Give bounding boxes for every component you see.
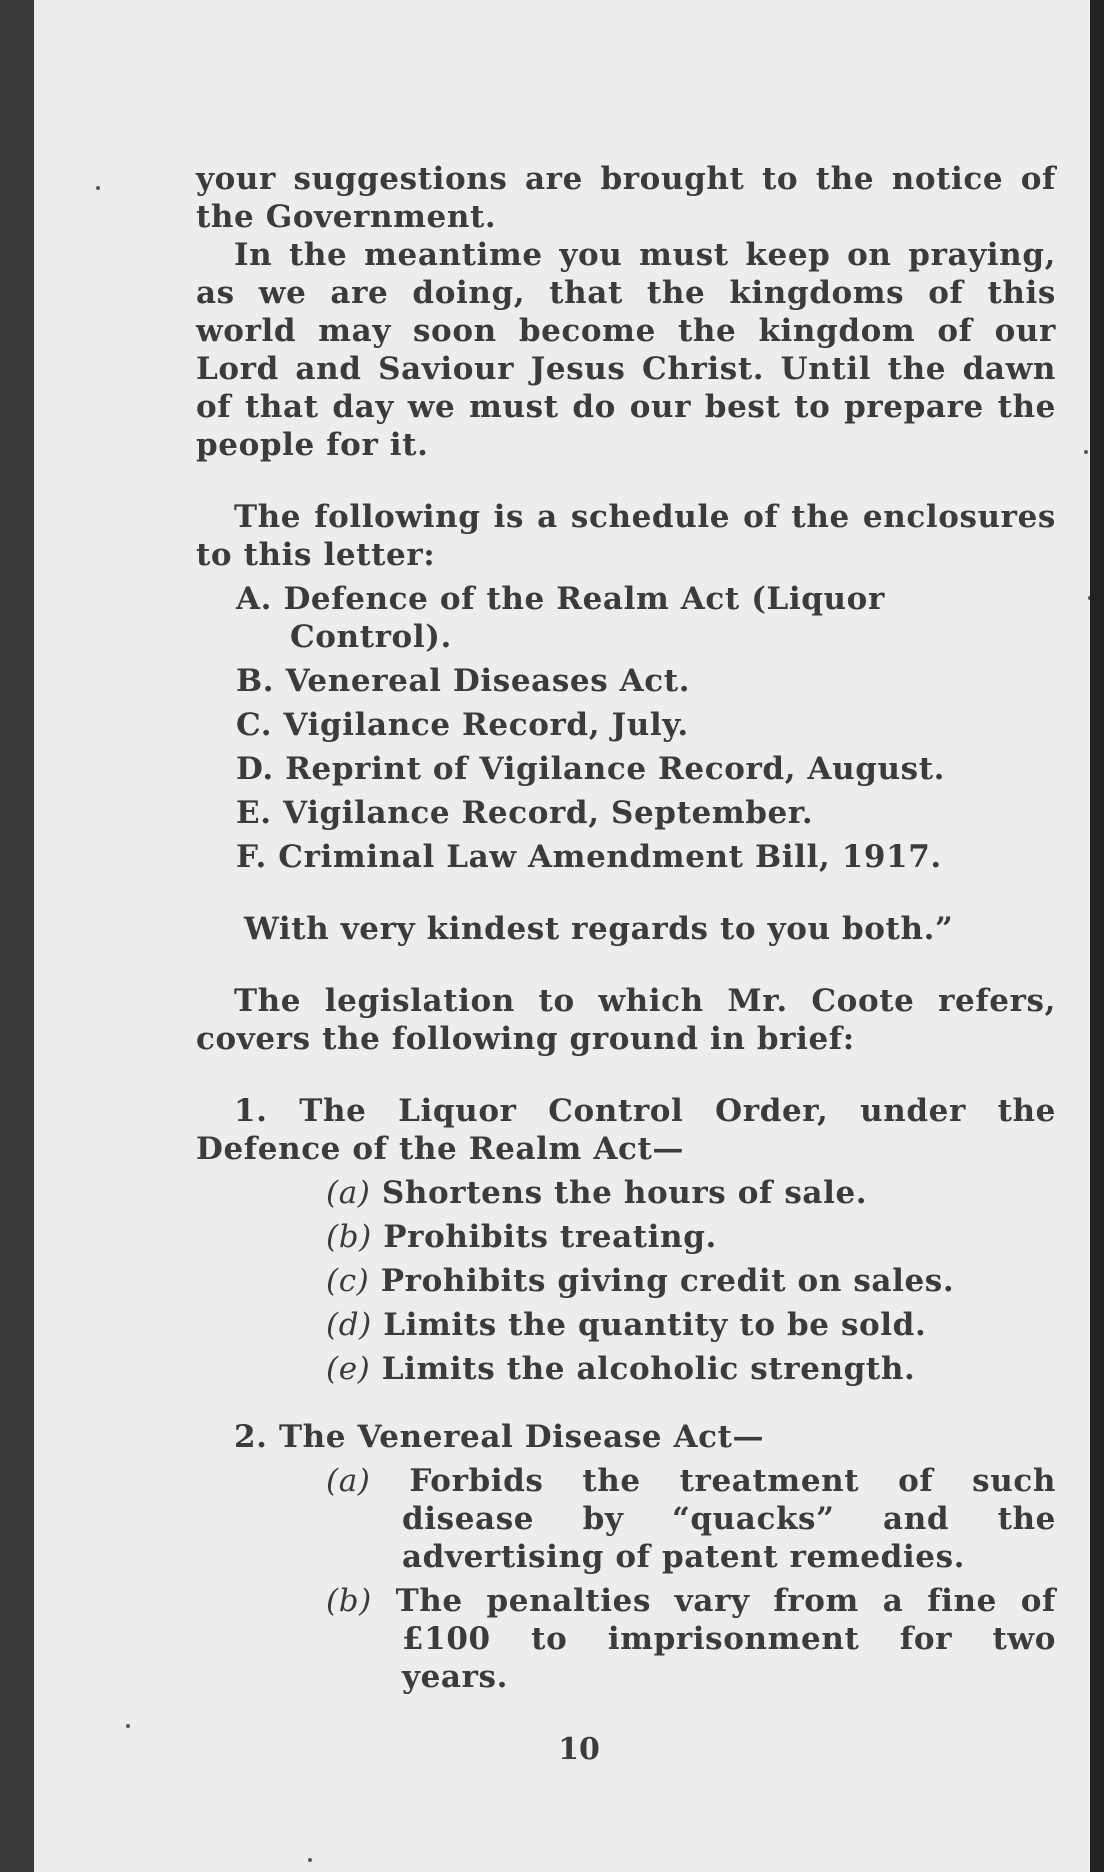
paragraph-schedule-intro: The following is a schedule of the enclosures to this letter: <box>196 499 1056 573</box>
schedule-item-text: Defence of the Realm Act (Liquor Control). <box>283 581 885 655</box>
point-label: (d) <box>326 1307 372 1343</box>
point-label: (a) <box>326 1175 371 1211</box>
schedule-item-text: Venereal Diseases Act. <box>285 663 691 699</box>
schedule-item-label: F. <box>236 839 267 875</box>
letter-closing: With very kindest regards to you both.” <box>244 911 954 947</box>
legislation-point <box>326 1582 1056 1696</box>
scan-speck <box>96 186 100 190</box>
point-text: Shortens the hours of sale. <box>381 1175 868 1211</box>
point-text: Forbids the treatment of such disease by “quacks” and the advertising of patent remedies. <box>402 1463 1056 1575</box>
page-body <box>196 160 1056 1696</box>
schedule-item-text: Reprint of Vigilance Record, August. <box>285 751 946 787</box>
schedule-item <box>236 794 1056 832</box>
schedule-item-text: Vigilance Record, July. <box>283 707 689 743</box>
point-text: Limits the quantity to be sold. <box>383 1307 927 1343</box>
page-edge-shadow <box>1090 0 1104 1872</box>
point-label: (a) <box>326 1463 371 1499</box>
paragraph-continuation: your suggestions are brought to the notice of the Government. <box>196 161 1056 235</box>
schedule-item-label: B. <box>236 663 275 699</box>
schedule-item-text: Vigilance Record, September. <box>283 795 814 831</box>
point-text: Prohibits treating. <box>383 1219 717 1255</box>
legislation-point <box>326 1262 1056 1300</box>
point-label: (e) <box>326 1351 371 1387</box>
legislation-point <box>326 1306 1056 1344</box>
legislation-points-list <box>326 1174 1056 1388</box>
legislation-point <box>326 1218 1056 1256</box>
scan-speck <box>1084 450 1088 454</box>
point-text: Prohibits giving credit on sales. <box>380 1263 955 1299</box>
point-label: (c) <box>326 1263 370 1299</box>
legislation-point <box>326 1350 1056 1388</box>
scan-speck <box>126 1724 130 1728</box>
point-label: (b) <box>326 1583 372 1619</box>
point-text: Limits the alcoholic strength. <box>381 1351 916 1387</box>
schedule-item <box>236 662 1056 700</box>
schedule-item-label: C. <box>236 707 273 743</box>
schedule-item-label: A. <box>236 581 273 617</box>
schedule-item-label: E. <box>236 795 272 831</box>
schedule-item <box>236 706 1056 744</box>
schedule-item <box>236 750 1056 788</box>
scan-speck <box>308 1858 312 1862</box>
paragraph-prayer: In the meantime you must keep on praying, as we are doing, that the kingdoms of this world may soon become the kingdom of our Lord and Saviour Jesus Christ. Until the dawn of that day we must do our best to prepare the people for it. <box>196 237 1056 463</box>
schedule-item <box>236 838 1056 876</box>
schedule-item-label: D. <box>236 751 274 787</box>
point-label: (b) <box>326 1219 372 1255</box>
paragraph-legislation-intro: The legislation to which Mr. Coote refers, covers the following ground in brief: <box>196 983 1056 1057</box>
schedule-item-text: Criminal Law Amendment Bill, 1917. <box>278 839 942 875</box>
legislation-item-heading: 2. The Venereal Disease Act— <box>234 1419 765 1455</box>
page-number: 10 <box>558 1732 600 1767</box>
legislation-item-heading: 1. The Liquor Control Order, under the Defence of the Realm Act— <box>196 1093 1056 1167</box>
legislation-points-list <box>326 1462 1056 1696</box>
schedule-item <box>236 580 1056 656</box>
point-text: The penalties vary from a fine of £100 to imprisonment for two years. <box>395 1583 1056 1695</box>
enclosure-schedule-list <box>236 580 1056 876</box>
legislation-point <box>326 1174 1056 1212</box>
legislation-point <box>326 1462 1056 1576</box>
